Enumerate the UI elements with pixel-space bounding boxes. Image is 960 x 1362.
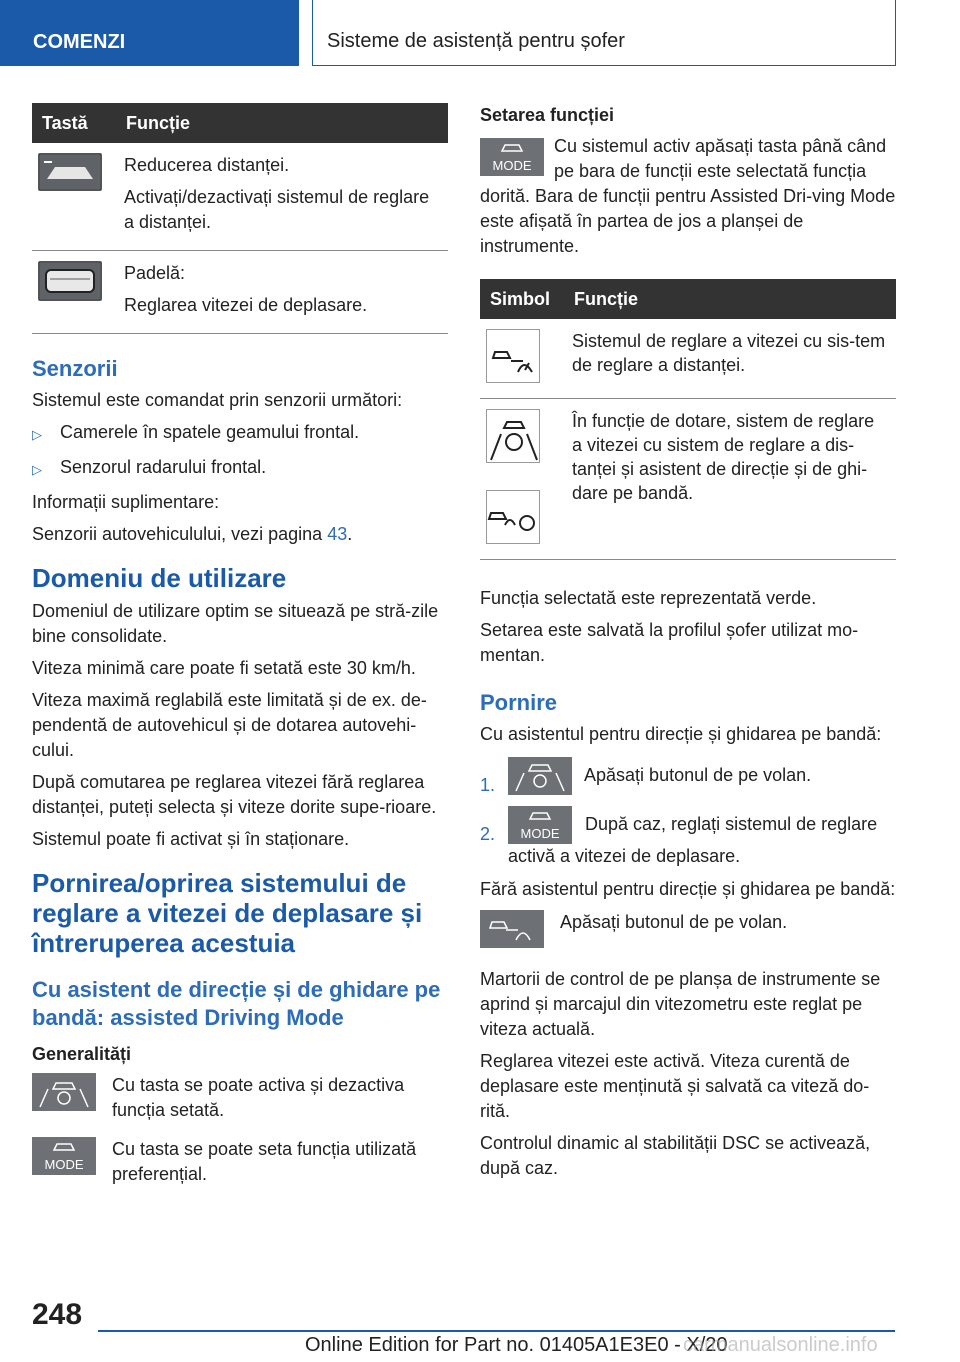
row-text: Activați/dezactivați sistemul de reglare a distanței.	[124, 187, 430, 232]
row-text: Padelă:	[124, 263, 186, 283]
section-tab: COMENZI	[0, 0, 299, 66]
key-description	[32, 1137, 448, 1187]
table-header-function: Funcție	[564, 279, 896, 319]
paragraph: Viteza minimă care poate fi setată este 30 km/h.	[32, 658, 416, 678]
paragraph: Fără asistentul pentru direcție și ghidarea pe bandă:	[480, 879, 896, 899]
list-item: ▷ Camerele în spatele geamului frontal.	[32, 420, 448, 447]
paragraph: Reglarea vitezei este activă. Viteza curentă de deplasare este menținută și salvată ca viteză do‐rită.	[480, 1051, 870, 1121]
page-number: 248	[32, 1298, 83, 1331]
key-function-table	[32, 103, 448, 334]
key-description	[480, 910, 896, 953]
mode-button-icon	[480, 138, 544, 176]
paragraph: Funcția selectată este reprezentată verde.	[480, 588, 817, 608]
speed-steering-symbol-icon	[486, 490, 540, 544]
steering-assist-button-icon	[508, 757, 572, 795]
table-header-key: Tastă	[32, 103, 116, 143]
section-heading: Senzorii	[32, 356, 118, 381]
key-text: Apăsați butonul de pe volan.	[560, 912, 788, 932]
distance-button-icon	[38, 153, 102, 191]
table-header-symbol: Simbol	[480, 279, 564, 319]
setting-block	[480, 134, 896, 259]
page-link[interactable]: 43	[327, 524, 348, 544]
page-header	[0, 0, 960, 66]
table-row	[480, 399, 896, 560]
steering-assist-symbol-icon	[486, 409, 540, 463]
paragraph: Sistemul poate fi activat și în staționare.	[32, 829, 350, 849]
watermark: carmanualsonline.info	[683, 1334, 878, 1356]
left-column	[32, 103, 448, 1201]
paragraph: Senzorii autovehiculului, vezi pagina 43.	[32, 524, 353, 544]
paragraph: Informații suplimentare:	[32, 492, 220, 512]
paragraph: Cu sistemul activ apăsați tasta până când pe bara de funcții este selectată funcția dorită. Bara de funcții pentru Assisted Dri‐ving Mode este afișată în partea de jos a planșei de instrumente.	[480, 136, 896, 256]
cruise-button-icon	[480, 910, 544, 948]
row-text: În funcție de dotare, sistem de reglare a vitezei cu sistem de reglare a dis‐tanței și asistent de direcție și de ghi‐dare pe bandă.	[564, 399, 896, 560]
svg-text:MODE: MODE	[44, 1157, 84, 1172]
svg-text:MODE: MODE	[520, 826, 560, 841]
footer-divider	[98, 1330, 895, 1332]
edition-text: Online Edition for Part no. 01405A1E3E0 - X/20	[305, 1334, 728, 1356]
row-text: Reglarea vitezei de deplasare.	[124, 295, 368, 315]
paragraph: După comutarea pe reglarea vitezei fără reglarea distanței, puteți selecta și viteze dorite supe‐rioare.	[32, 772, 437, 817]
section-heading: Domeniu de utilizare	[32, 563, 287, 593]
right-column	[480, 103, 896, 1188]
minor-heading: Setarea funcției	[480, 105, 615, 125]
section-heading: Pornire	[480, 690, 558, 715]
cruise-distance-symbol-icon	[486, 329, 540, 383]
row-text: Reducerea distanței.	[124, 155, 290, 175]
minor-heading: Generalități	[32, 1044, 132, 1064]
list-item: 2. MODE După caz, reglați sistemul de reglare activă a vitezei de deplasare.	[480, 806, 896, 869]
table-row	[32, 143, 448, 251]
key-text: Cu tasta se poate seta funcția utilizată preferențial.	[112, 1139, 417, 1184]
chapter-title: Sisteme de asistență pentru șofer	[312, 0, 896, 66]
paragraph: Setarea este salvată la profilul șofer utilizat mo‐mentan.	[480, 620, 859, 665]
list-item: ▷ Senzorul radarului frontal.	[32, 455, 448, 482]
paragraph: Viteza maximă reglabilă este limitată și de ex. de‐pendentă de autovehicul și de dotarea autovehi‐cului.	[32, 690, 427, 760]
mode-button-icon	[32, 1137, 96, 1175]
mode-button-icon	[508, 806, 572, 844]
subsection-heading: Cu asistent de direcție și de ghidare pe bandă: assisted Driving Mode	[32, 977, 441, 1030]
paragraph: Martorii de control de pe planșa de instrumente se aprind și marcajul din vitezometru este reglat pe viteza actuală.	[480, 969, 881, 1039]
row-text: Sistemul de reglare a vitezei cu sis‐tem de reglare a distanței.	[564, 319, 896, 399]
table-row	[480, 319, 896, 399]
list-item: 1. Apăsați butonul de pe volan.	[480, 757, 896, 798]
key-description	[32, 1073, 448, 1123]
paragraph: Cu asistentul pentru direcție și ghidarea pe bandă:	[480, 724, 882, 744]
section-heading: Pornirea/oprirea sistemului de reglare a vitezei de deplasare și întreruperea acestuia	[32, 868, 423, 958]
paragraph: Domeniul de utilizare optim se situează pe stră‐zile bine consolidate.	[32, 601, 439, 646]
triangle-bullet-icon: ▷	[32, 462, 42, 477]
paragraph: Controlul dinamic al stabilității DSC se activează, după caz.	[480, 1133, 871, 1178]
steering-assist-button-icon	[32, 1073, 96, 1111]
table-row	[32, 251, 448, 334]
key-text: Cu tasta se poate activa și dezactiva funcția setată.	[112, 1075, 405, 1120]
paddle-icon	[38, 261, 102, 301]
triangle-bullet-icon: ▷	[32, 427, 42, 442]
symbol-function-table	[480, 279, 896, 560]
svg-text:MODE: MODE	[492, 158, 532, 173]
paragraph: Sistemul este comandat prin senzorii următori:	[32, 390, 403, 410]
table-header-function: Funcție	[116, 103, 448, 143]
